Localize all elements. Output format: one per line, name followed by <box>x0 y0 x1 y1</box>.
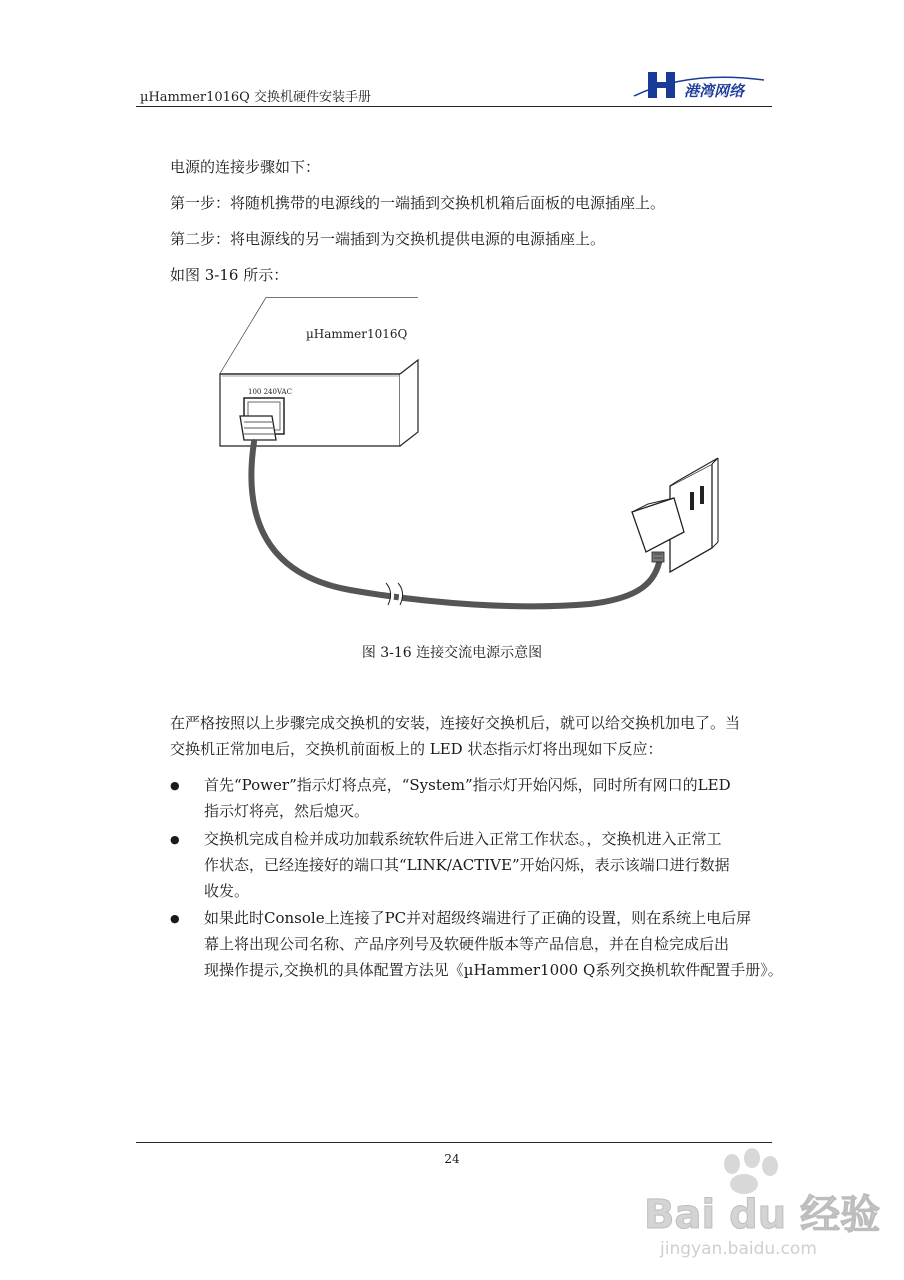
power-connection-diagram <box>200 290 740 630</box>
header-rule <box>136 106 772 107</box>
bullet-2-line-1: 交换机完成自检并成功加载系统软件后进入正常工作状态。，交换机进入正常工 <box>204 830 722 848</box>
page-number: 24 <box>444 1152 460 1166</box>
logo-text: 港湾网络 <box>684 82 745 100</box>
watermark-text: Bai du 经验 <box>644 1192 880 1238</box>
bullet-1-line-1: 首先“Power”指示灯将点亮，“System”指示灯开始闪烁，同时所有网口的LED <box>204 776 731 794</box>
baidu-watermark <box>640 1140 880 1260</box>
bullet-2-line-2: 作状态，已经连接好的端口其“LINK/ACTIVE”开始闪烁，表示该端口进行数据 <box>204 856 730 874</box>
figure-caption: 图 3-16 连接交流电源示意图 <box>361 645 543 661</box>
power-cable <box>251 442 660 606</box>
bullet-marker: ● <box>170 779 180 792</box>
bullet-1-line-2: 指示灯将亮，然后熄灭。 <box>204 802 370 820</box>
bullet-marker: ● <box>170 912 180 925</box>
intro-step-2: 第二步：将电源线的另一端插到为交换机提供电源的电源插座上。 <box>170 230 606 248</box>
intro-step-1: 第一步：将随机携带的电源线的一端插到交换机机箱后面板的电源插座上。 <box>170 194 666 212</box>
header-title: µHammer1016Q 交换机硬件安装手册 <box>140 90 371 105</box>
bullet-2-line-3: 收发。 <box>204 882 250 900</box>
paw-icon <box>724 1148 778 1194</box>
switch-side <box>400 360 418 446</box>
intro-figure-ref: 如图 3-16 所示： <box>170 266 289 284</box>
device-label: µHammer1016Q <box>306 327 408 341</box>
socket-label: 100 240VAC <box>248 388 292 396</box>
bullet-3-line-1: 如果此时Console上连接了PC并对超级终端进行了正确的设置，则在系统上电后屏 <box>204 909 752 927</box>
body-line-1: 在严格按照以上步骤完成交换机的安装，连接好交换机后，就可以给交换机加电了。当 <box>170 714 741 732</box>
bullet-marker: ● <box>170 833 180 846</box>
intro-line: 电源的连接步骤如下： <box>170 158 321 176</box>
bullet-3-line-3: 现操作提示,交换机的具体配置方法见《µHammer1000 Q系列交换机软件配置手册》。 <box>204 961 783 979</box>
bullet-3-line-2: 幕上将出现公司名称、产品序列号及软硬件版本等产品信息，并在自检完成后出 <box>204 935 730 953</box>
body-line-2: 交换机正常加电后，交换机前面板上的 LED 状态指示灯将出现如下反应： <box>170 740 663 758</box>
watermark-url: jingyan.baidu.com <box>660 1239 817 1259</box>
company-logo <box>628 66 768 106</box>
